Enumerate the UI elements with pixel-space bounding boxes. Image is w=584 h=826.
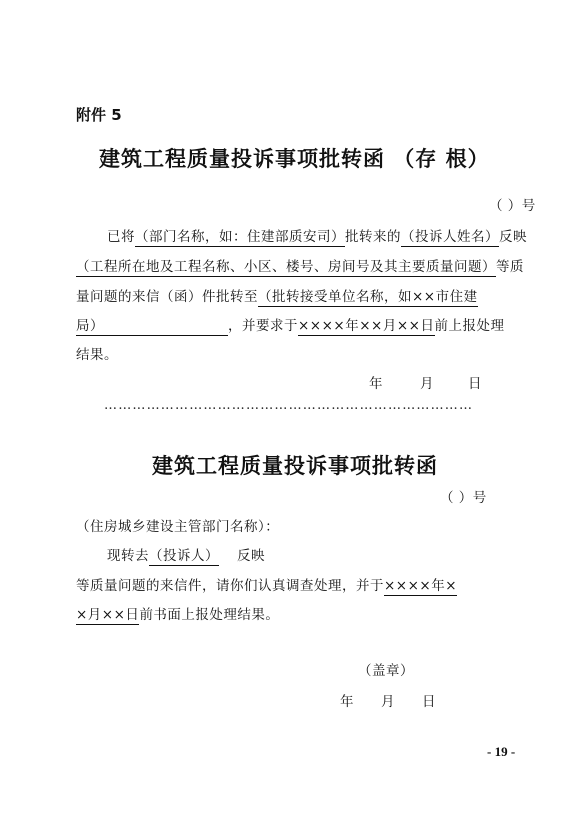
stub-line-5: 结果。: [76, 347, 118, 363]
stub-line4-suffix: 前上报处理: [434, 318, 505, 334]
page-number: - 19 -: [487, 744, 516, 759]
stub-line-1: [107, 225, 527, 245]
letter-title: 建筑工程质量投诉事项批转函: [152, 453, 438, 478]
letter-seal: （盖章）: [358, 663, 414, 679]
stub-recipient-blank-end: 局）: [76, 318, 228, 336]
stub-date-year: 年: [369, 376, 383, 392]
attachment-label: 附件 5: [76, 106, 122, 124]
letter-date-year: 年: [340, 694, 354, 710]
letter-line2-prefix: 等质量问题的来信件，请你们认真调查处理，并于: [76, 578, 384, 594]
letter-number: （ ）号: [440, 490, 487, 506]
stub-complainant-blank: （投诉人姓名）: [401, 229, 499, 245]
stub-date-month: 月: [420, 376, 434, 392]
letter-line-1: [107, 544, 265, 564]
letter-line3-suffix: 前书面上报处理结果。: [139, 607, 280, 623]
stub-line-3: [76, 285, 478, 305]
stub-line-4: [76, 314, 505, 334]
letter-line-2: [76, 574, 457, 594]
letter-line1-suffix: 反映: [237, 548, 265, 564]
letter-complainant-blank: （投诉人）: [149, 548, 219, 564]
stub-line4-mid: ，并要求于: [228, 318, 298, 334]
letter-deadline-blank-end: ×月××日: [76, 607, 140, 623]
stub-line1-suffix: 反映: [499, 229, 527, 245]
stub-line-2: [76, 255, 524, 275]
stub-project-blank: （工程所在地及工程名称、小区、楼号、房间号及其主要质量问题）: [76, 259, 496, 275]
letter-line1-prefix: 现转去: [107, 548, 149, 564]
letter-deadline-blank: ××××年×: [384, 578, 458, 594]
stub-recipient-blank: （批转接受单位名称，如××市住建: [258, 289, 478, 305]
stub-dept-blank: （部门名称，如：住建部质安司）: [135, 229, 345, 245]
letter-date-month: 月: [381, 694, 395, 710]
letter-line-3: [76, 603, 279, 623]
cut-line-divider: ……………………………………………………………………: [104, 398, 474, 413]
stub-number: （ ）号: [489, 198, 536, 214]
stub-line3-prefix: 量问题的来信（函）件批转至: [76, 289, 258, 305]
stub-deadline-blank: ××××年××月××日: [298, 318, 435, 334]
stub-title: 建筑工程质量投诉事项批转函 （存 根）: [99, 146, 490, 171]
stub-line1-prefix: 已将: [107, 229, 135, 245]
letter-date-day: 日: [422, 694, 436, 710]
letter-addressee: （住房城乡建设主管部门名称）：: [76, 519, 280, 535]
stub-date-day: 日: [468, 376, 482, 392]
stub-line1-mid: 批转来的: [345, 229, 401, 245]
stub-line2-suffix: 等质: [496, 259, 524, 275]
